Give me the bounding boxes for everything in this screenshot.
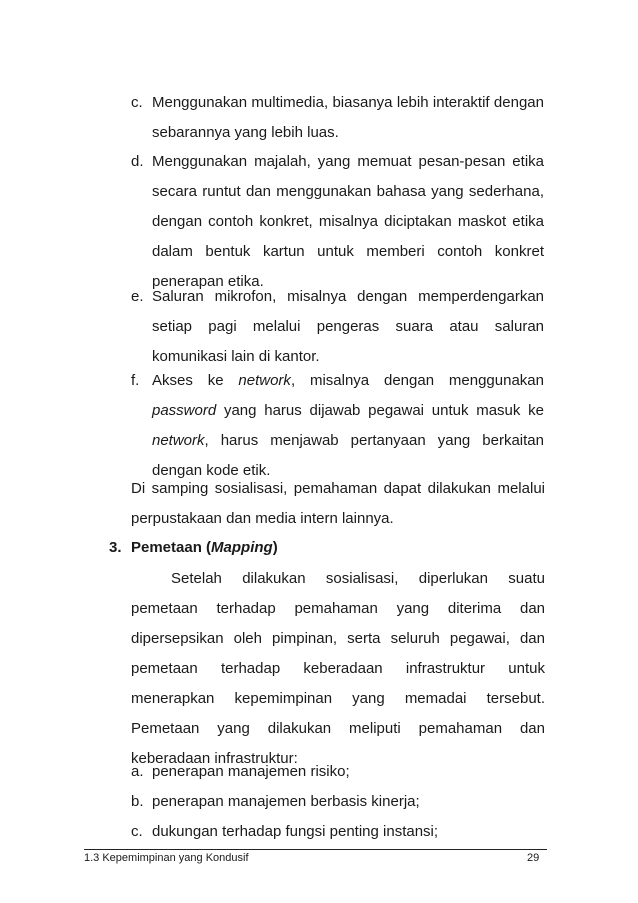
section-number: 3. <box>109 539 122 556</box>
list-item <box>131 787 544 817</box>
section-heading: 3. Pemetaan (Mapping) <box>109 533 278 563</box>
footer-chapter-title: 1.3 Kepemimpinan yang Kondusif <box>84 852 249 864</box>
list-marker: c. <box>131 823 143 840</box>
list-item <box>131 817 544 847</box>
list-item <box>131 757 544 787</box>
list-marker: f. <box>131 372 140 389</box>
list-item <box>131 147 544 297</box>
list-item-text: Saluran mikrofon, misalnya dengan memperdengarkan setiap pagi melalui pengeras suara atau saluran komunikasi lain di kantor. <box>152 288 544 365</box>
footer-divider <box>84 849 547 850</box>
italic-term: password <box>152 402 217 419</box>
italic-term: Mapping <box>211 539 273 556</box>
italic-term: network <box>152 432 205 449</box>
page-number: 29 <box>527 852 540 864</box>
list-item-text: Menggunakan majalah, yang memuat pesan-pesan etika secara runtut dan menggunakan bahasa yang sederhana, dengan contoh konkret, misalnya diciptakan maskot etika dalam bentuk kartun untuk memberi contoh konkret penerapan etika. <box>152 153 544 290</box>
list-marker: e. <box>131 288 144 305</box>
list-item-text: Menggunakan multimedia, biasanya lebih interaktif dengan sebarannya yang lebih luas. <box>152 94 544 141</box>
list-marker: b. <box>131 793 144 810</box>
list-item-text: dukungan terhadap fungsi penting instansi; <box>152 823 439 840</box>
list-item <box>131 366 544 486</box>
list-marker: a. <box>131 763 144 780</box>
list-item-text: penerapan manajemen risiko; <box>152 763 350 780</box>
list-item <box>131 282 544 372</box>
list-marker: c. <box>131 94 143 111</box>
italic-term: network <box>238 372 291 389</box>
paragraph-sosialisasi: Di samping sosialisasi, pemahaman dapat dilakukan melalui perpustakaan dan media intern lainnya. <box>131 480 545 527</box>
list-item <box>131 88 544 148</box>
paragraph-pemetaan: Setelah dilakukan sosialisasi, diperlukan suatu pemetaan terhadap pemahaman yang diterima dan dipersepsikan oleh pimpinan, serta seluruh pegawai, dan pemetaan terhadap keberadaan infrastruktur untuk menerapkan kepemimpinan yang memadai tersebut. Pemetaan yang dilakukan meliputi pemahaman dan keberadaan infrastruktur: <box>131 570 545 767</box>
list-item-text: Akses ke network, misalnya dengan menggunakan password yang harus dijawab pegawai untuk masuk ke network, harus menjawab pertanyaan yang berkaitan dengan kode etik. <box>152 372 544 479</box>
list-marker: d. <box>131 153 144 170</box>
list-item-text: penerapan manajemen berbasis kinerja; <box>152 793 420 810</box>
